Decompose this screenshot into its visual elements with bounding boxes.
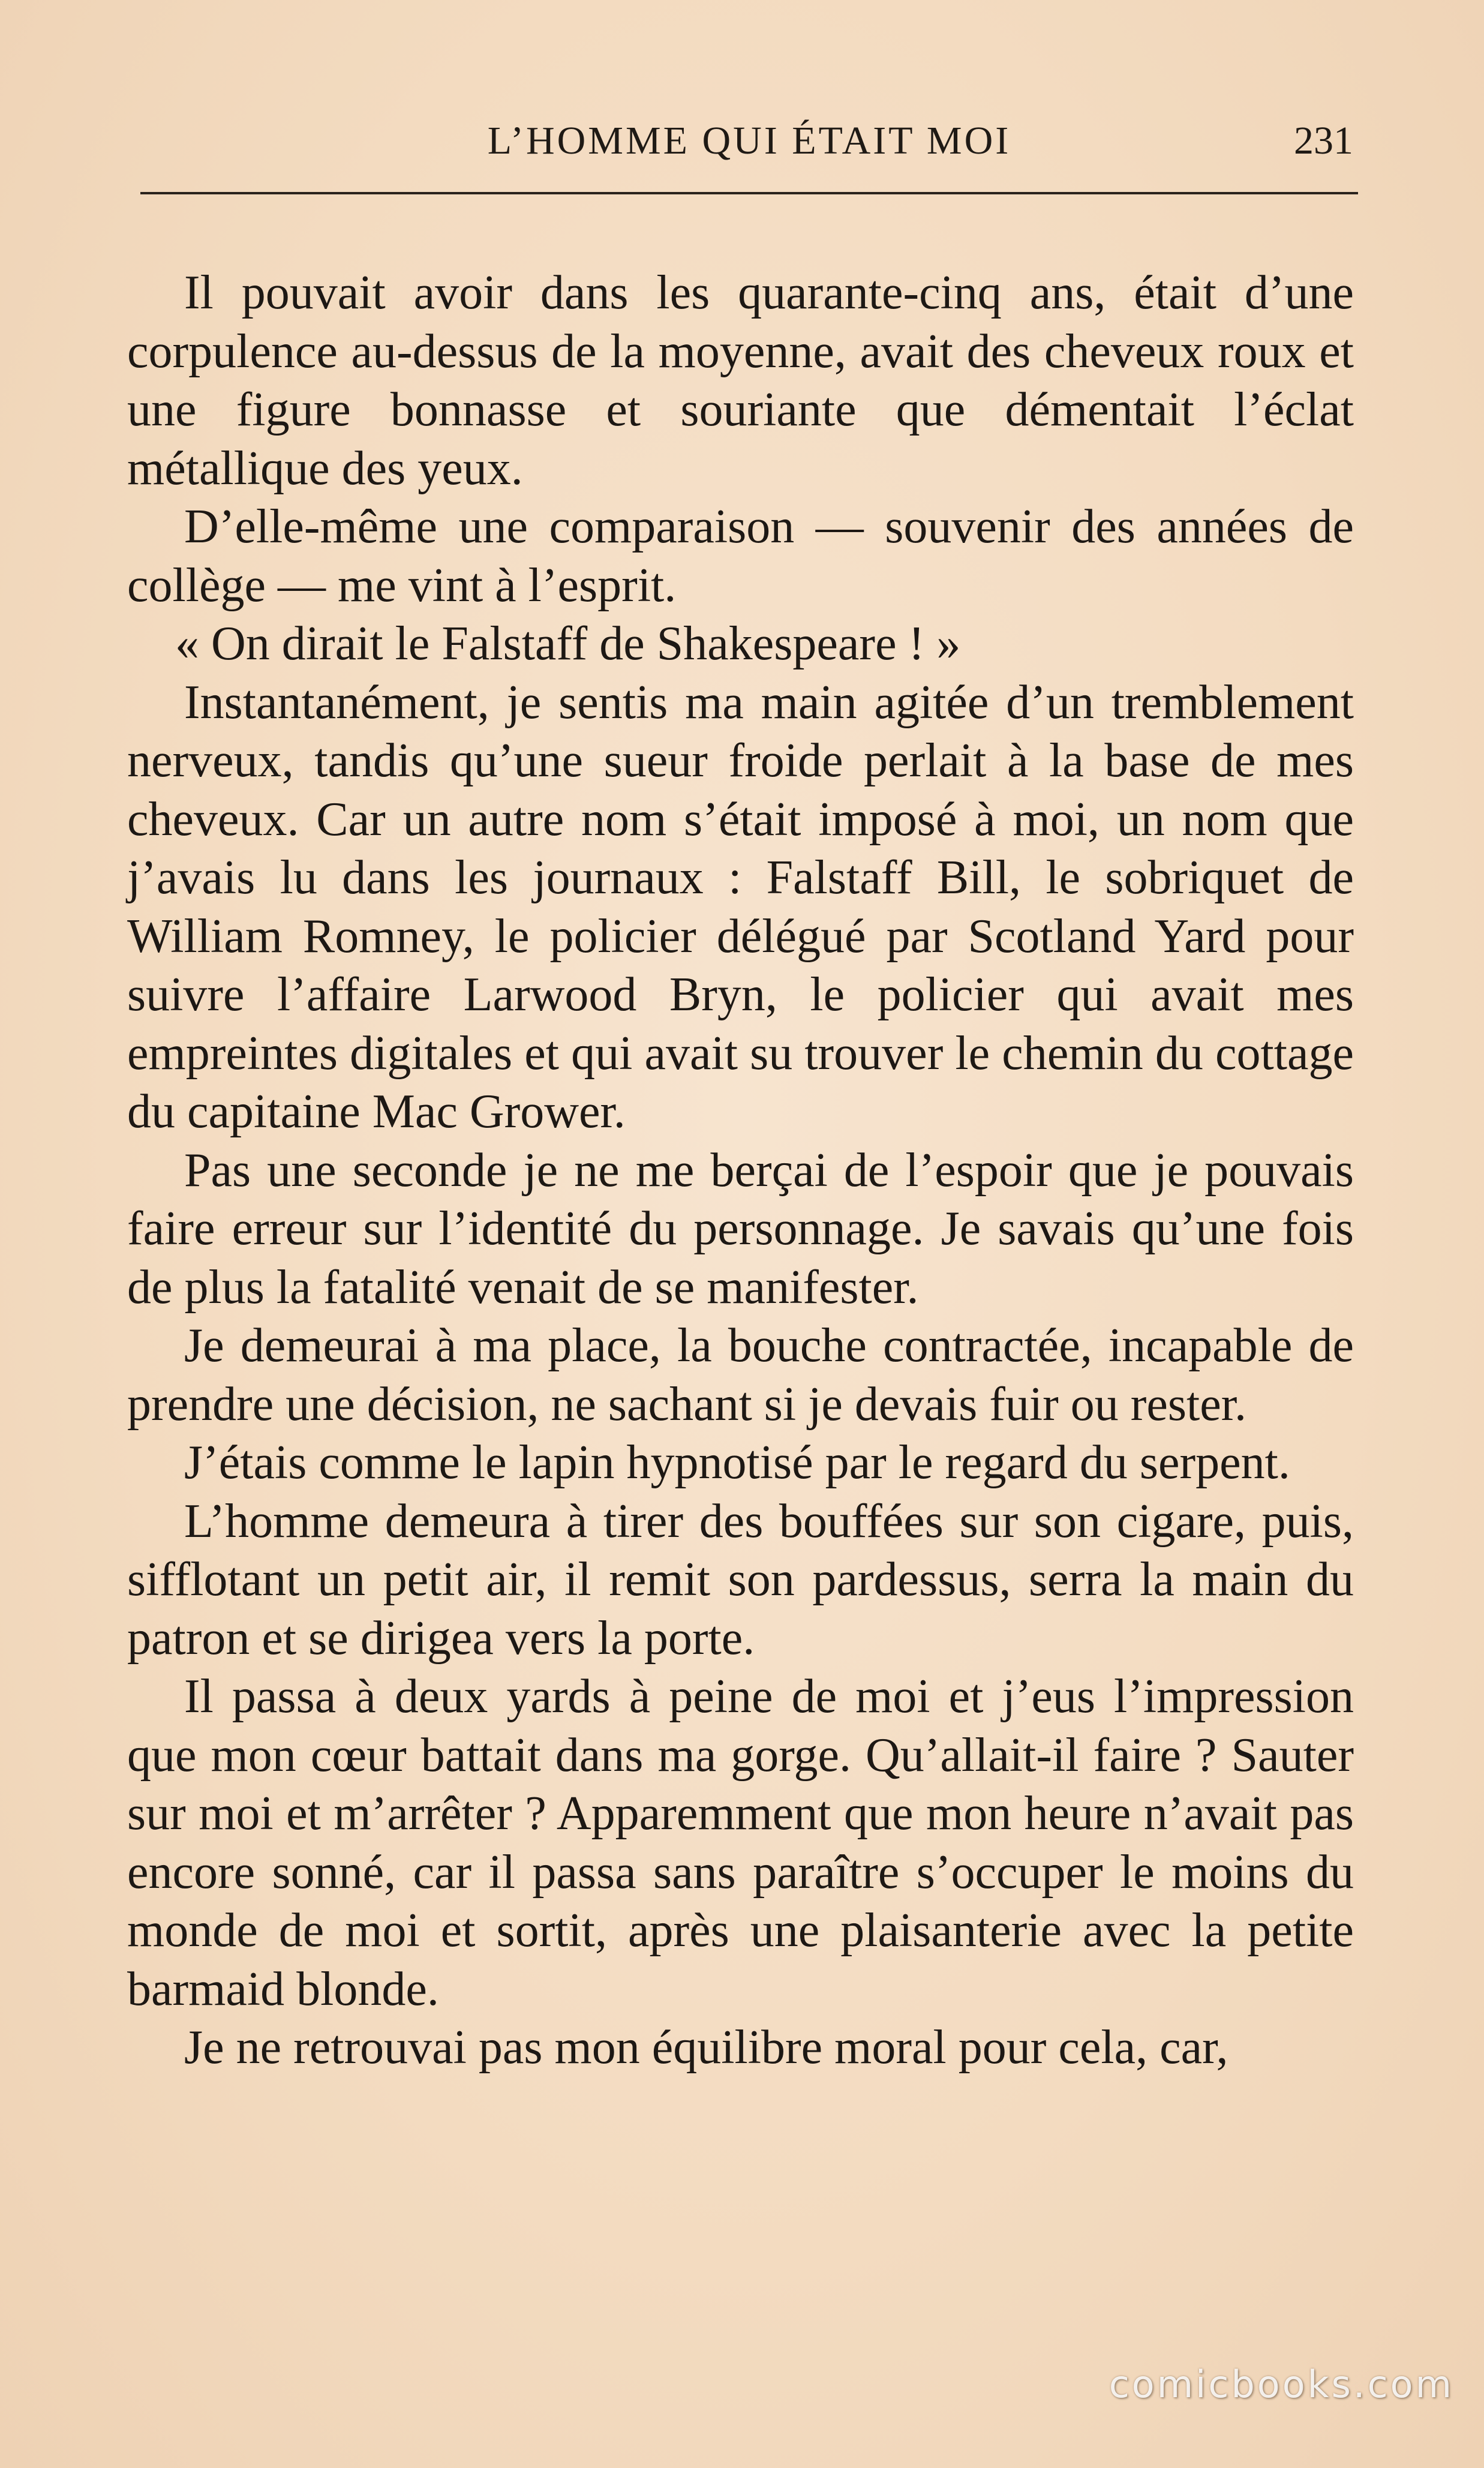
- running-title: L’HOMME QUI ÉTAIT MOI: [487, 119, 1011, 163]
- page-number: 231: [1294, 119, 1353, 163]
- paragraph: L’homme demeura à tirer des bouffées sur son cigare, puis, sifflotant un petit air, il remit son pardessus, serra la main du patron et se dirigea vers la porte.: [127, 1494, 1354, 1665]
- paragraph: Il passa à deux yards à peine de moi et j’eus l’impression que mon cœur battait dans ma gorge. Qu’allait-il faire ? Sauter sur moi et m’arrêter ? Apparemment que mon heure n’avait pas encore sonné, car il passa sans paraître s’occuper le moins du monde de moi et sortit, après une plaisanterie avec la petite barmaid blonde.: [127, 1670, 1354, 2016]
- body-text: [127, 264, 1354, 2077]
- paragraph: Je ne retrouvai pas mon équilibre moral pour cela, car,: [184, 2021, 1228, 2074]
- paragraph: Pas une seconde je ne me berçai de l’espoir que je pouvais faire erreur sur l’identité du personnage. Je savais qu’une fois de plus la fatalité venait de se manifester.: [127, 1143, 1354, 1314]
- paragraph: Je demeurai à ma place, la bouche contractée, incapable de prendre une décision, ne sachant si je devais fuir ou rester.: [127, 1319, 1354, 1431]
- paragraph: Instantanément, je sentis ma main agitée d’un tremblement nerveux, tandis qu’une sueur froide perlait à la base de mes cheveux. Car un autre nom s’était imposé à moi, un nom que j’avais lu dans les journaux : Falstaff Bill, le sobriquet de William Romney, le policier délégué par Scotland Yard pour suivre l’affaire Larwood Bryn, le policier qui avait mes empreintes digitales et qui avait su trouver le chemin du cottage du capitaine Mac Grower.: [127, 675, 1354, 1138]
- header-rule: [140, 192, 1358, 194]
- page-header: [140, 108, 1358, 174]
- quotation-paragraph: « On dirait le Falstaff de Shakespeare ! »: [175, 617, 961, 670]
- paragraph: D’elle-même une comparaison — souvenir des années de collège — me vint à l’esprit.: [127, 500, 1354, 612]
- paragraph: J’étais comme le lapin hypnotisé par le regard du serpent.: [184, 1436, 1290, 1489]
- site-watermark: comicbooks.com: [1109, 2362, 1454, 2406]
- paragraph: Il pouvait avoir dans les quarante-cinq ans, était d’une corpulence au-dessus de la moyenne, avait des cheveux roux et une figure bonnasse et souriante que démentait l’éclat métallique des yeux.: [127, 266, 1354, 495]
